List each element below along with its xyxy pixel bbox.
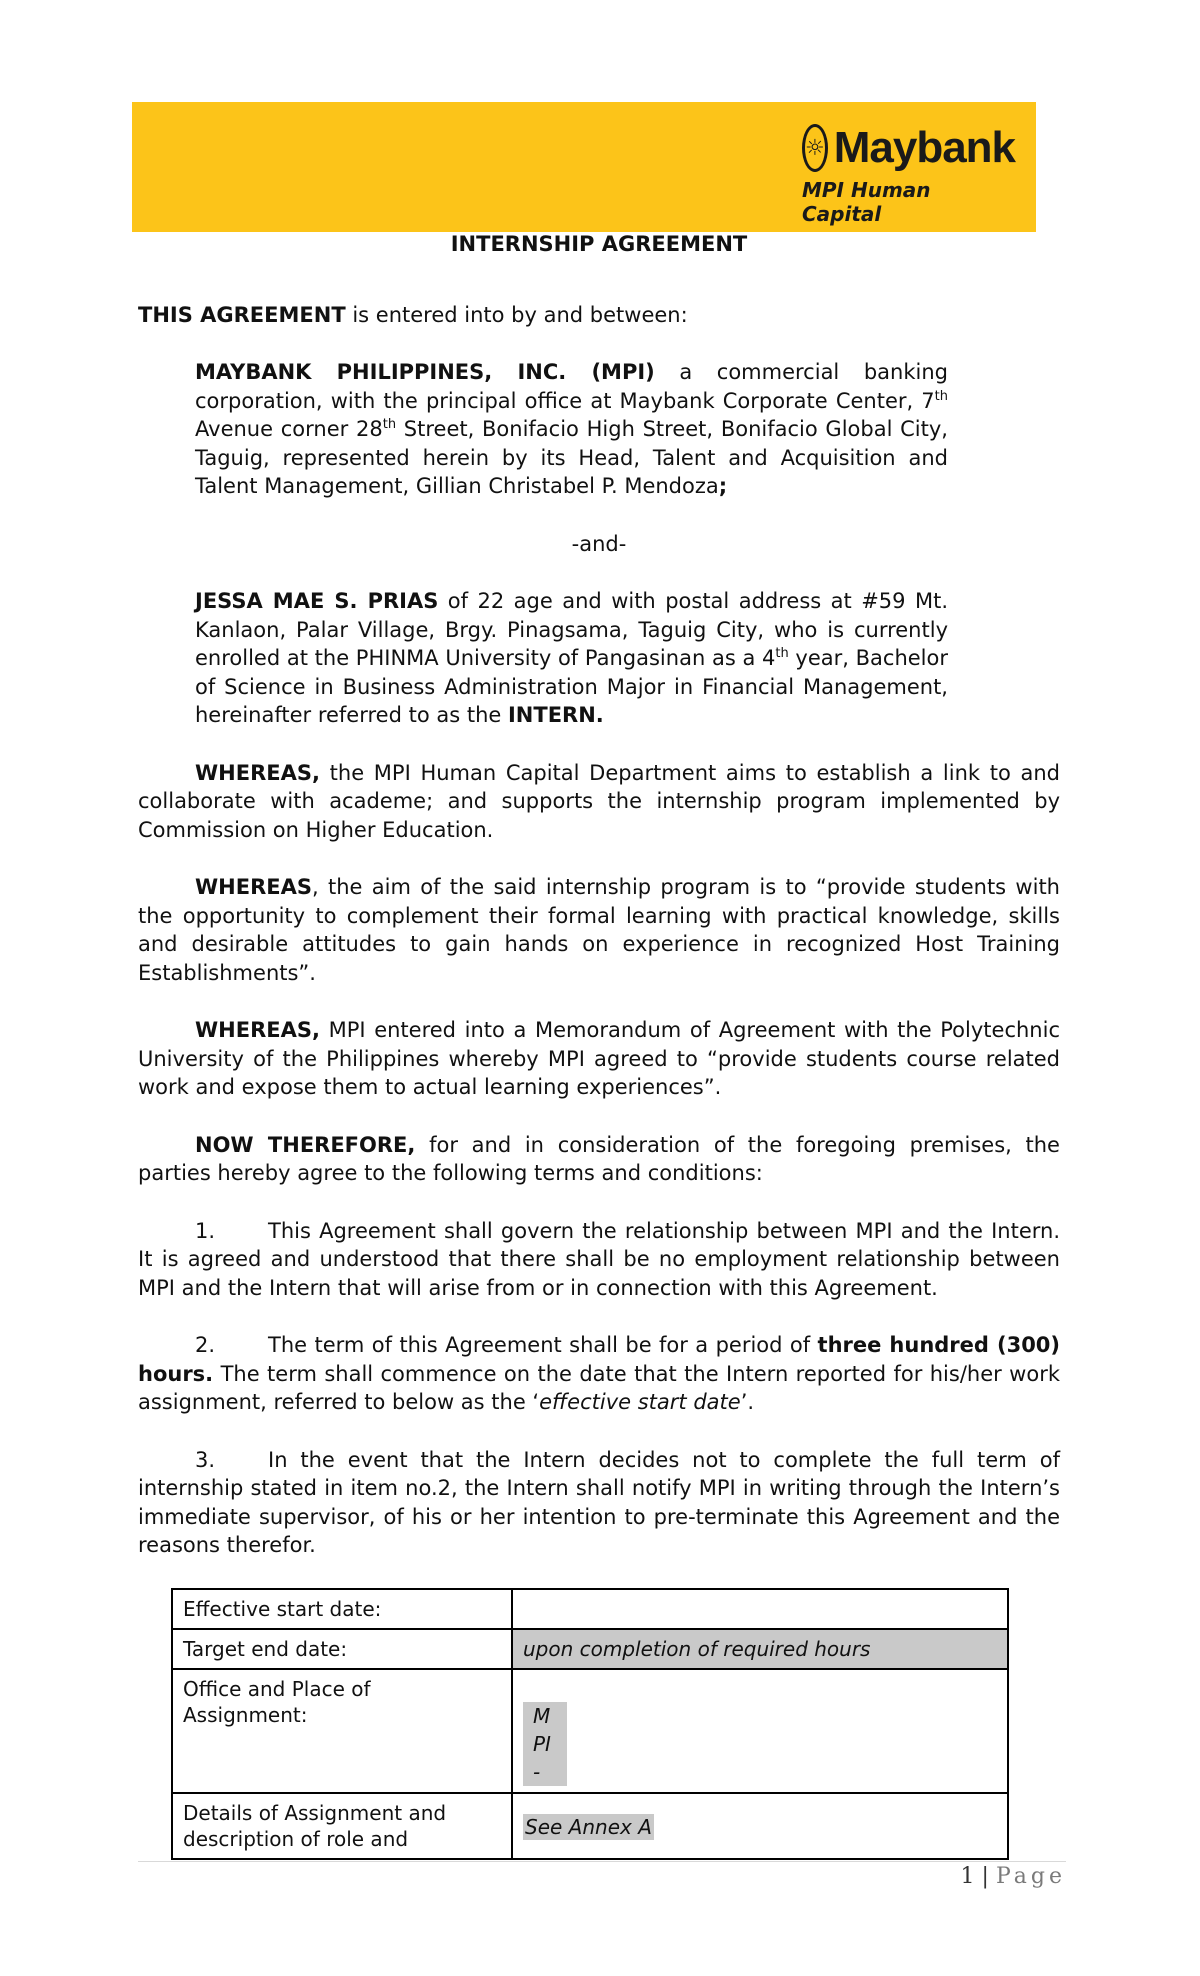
party1-name: MAYBANK PHILIPPINES, INC. (MPI)	[195, 360, 655, 384]
clause-1-text: This Agreement shall govern the relationship between MPI and the Intern. It is agreed and understood that there shall be no employment relationship between MPI and the Intern that will arise from or in connection with this Agreement.	[138, 1218, 1060, 1300]
clause-2-number: 2.	[195, 1333, 216, 1357]
brand-subtitle: MPI Human Capital	[802, 178, 931, 226]
assignment-table	[171, 1588, 1009, 1860]
now-therefore-text: for and in consideration of the foregoing premises, the parties hereby agree to the following terms and conditions:	[138, 1132, 1060, 1185]
clause-3	[138, 1446, 1060, 1560]
whereas-2	[138, 873, 1060, 987]
details-label-line-1: Details of Assignment and	[183, 1801, 447, 1825]
tiger-head-icon: ☼	[802, 124, 828, 172]
effective-start-value[interactable]	[512, 1589, 1008, 1629]
clause-2-italic: effective start date	[539, 1390, 741, 1414]
whereas-1-bold: WHEREAS,	[195, 760, 320, 785]
target-end-label: Target end date:	[172, 1629, 512, 1669]
clause-3-number: 3.	[195, 1447, 216, 1472]
now-therefore-bold: NOW THEREFORE,	[195, 1132, 416, 1157]
office-value	[523, 1702, 567, 1786]
table-row	[172, 1669, 1008, 1793]
and-separator: -and-	[571, 531, 627, 556]
clause-3-text: In the event that the Intern decides not to complete the full term of internship stated in item no.2, the Intern shall notify MPI in writing through the Intern’s immediate supervisor, of his or her intention to pre-terminate this Agreement and the reasons therefor.	[138, 1447, 1060, 1557]
whereas-1	[138, 759, 1060, 845]
document-body	[138, 230, 1060, 1589]
brand-name: Maybank	[833, 123, 1016, 172]
intro-text: is entered into by and between:	[345, 302, 688, 327]
target-end-value[interactable]: upon completion of required hours	[512, 1629, 1008, 1669]
effective-start-label: Effective start date:	[172, 1589, 512, 1629]
clause-2	[138, 1331, 1060, 1417]
party2-intern: INTERN	[507, 703, 596, 727]
details-label-line-2: description of role and	[183, 1827, 409, 1851]
party1-paragraph	[195, 358, 948, 501]
table-row	[172, 1629, 1008, 1669]
party1-sup-a: th	[934, 388, 948, 404]
clause-2-text-b: The term shall commence on the date that the Intern reported for his/her work assignment, referred to below as the ‘	[138, 1361, 1060, 1414]
document-title: INTERNSHIP AGREEMENT	[450, 232, 748, 256]
clause-1-number: 1.	[195, 1218, 216, 1243]
party2-name: JESSA MAE S. PRIAS	[195, 589, 439, 613]
office-value-line-2: PI	[533, 1732, 551, 1756]
whereas-3-bold: WHEREAS,	[195, 1018, 320, 1042]
now-therefore	[138, 1131, 1060, 1188]
footer-divider	[138, 1861, 1066, 1862]
footer-separator: |	[974, 1864, 996, 1889]
whereas-2-bold: WHEREAS	[195, 875, 312, 899]
page-footer	[961, 1864, 1066, 1889]
whereas-3-text: MPI entered into a Memorandum of Agreement with the Polytechnic University of the Philippines whereby MPI agreed to “provide students course related work and expose them to actual learning experiences”.	[138, 1018, 1060, 1099]
clause-1	[138, 1217, 1060, 1303]
party2-text-a: of 22 age and with postal address at #59 Mt. Kanlaon, Palar Village, Brgy. Pinagsama, Taguig City, who is currently enrolled at the PHINMA University of Pangasinan as a 4	[195, 589, 949, 670]
page-label: Page	[995, 1864, 1066, 1889]
party2-sup: th	[775, 646, 789, 661]
office-value-line-1: M	[533, 1704, 551, 1728]
party1-text-b: Avenue corner 28	[195, 417, 383, 441]
table-row	[172, 1793, 1008, 1859]
intro-paragraph	[138, 301, 1060, 330]
party1-end: ;	[718, 474, 728, 498]
clause-2-bold: three hundred (300) hours.	[138, 1333, 1061, 1386]
party1-text-a: a commercial banking corporation, with the principal office at Maybank Corporate Center, 7	[195, 360, 948, 413]
details-value: See Annex A	[525, 1815, 652, 1839]
party1-sup-b: th	[382, 417, 397, 432]
whereas-2-text: , the aim of the said internship program is to “provide students with the opportunity to complement their formal learning with practical knowledge, skills and desirable attitudes to gain hands on experience in recognized Host Training Establishments”.	[138, 875, 1060, 985]
brand-logo	[802, 123, 1016, 226]
intro-bold: THIS AGREEMENT	[138, 302, 346, 327]
party2-paragraph	[195, 587, 948, 730]
details-label	[172, 1793, 512, 1859]
clause-2-text-a: The term of this Agreement shall be for a period of	[268, 1333, 818, 1357]
clause-2-text-c: ’.	[740, 1390, 755, 1414]
details-value-cell[interactable]	[512, 1793, 1008, 1859]
office-value-cell[interactable]	[512, 1669, 1008, 1793]
whereas-1-text: the MPI Human Capital Department aims to establish a link to and collaborate with academe; and supports the internship program implemented by Commission on Higher Education.	[138, 760, 1060, 842]
table-row	[172, 1589, 1008, 1629]
whereas-3	[138, 1016, 1060, 1102]
page-number: 1	[960, 1864, 975, 1889]
party2-end: .	[595, 703, 604, 727]
office-value-line-3: -	[533, 1760, 541, 1784]
party1-text-c: Street, Bonifacio High Street, Bonifacio Global City, Taguig, represented herein by its Head, Talent and Acquisition and Talent Management, Gillian Christabel P. Mendoza	[195, 417, 948, 498]
office-label: Office and Place of Assignment:	[172, 1669, 512, 1793]
party2-text-b: year, Bachelor of Science in Business Administration Major in Financial Management, hereinafter referred to as the	[195, 646, 948, 727]
